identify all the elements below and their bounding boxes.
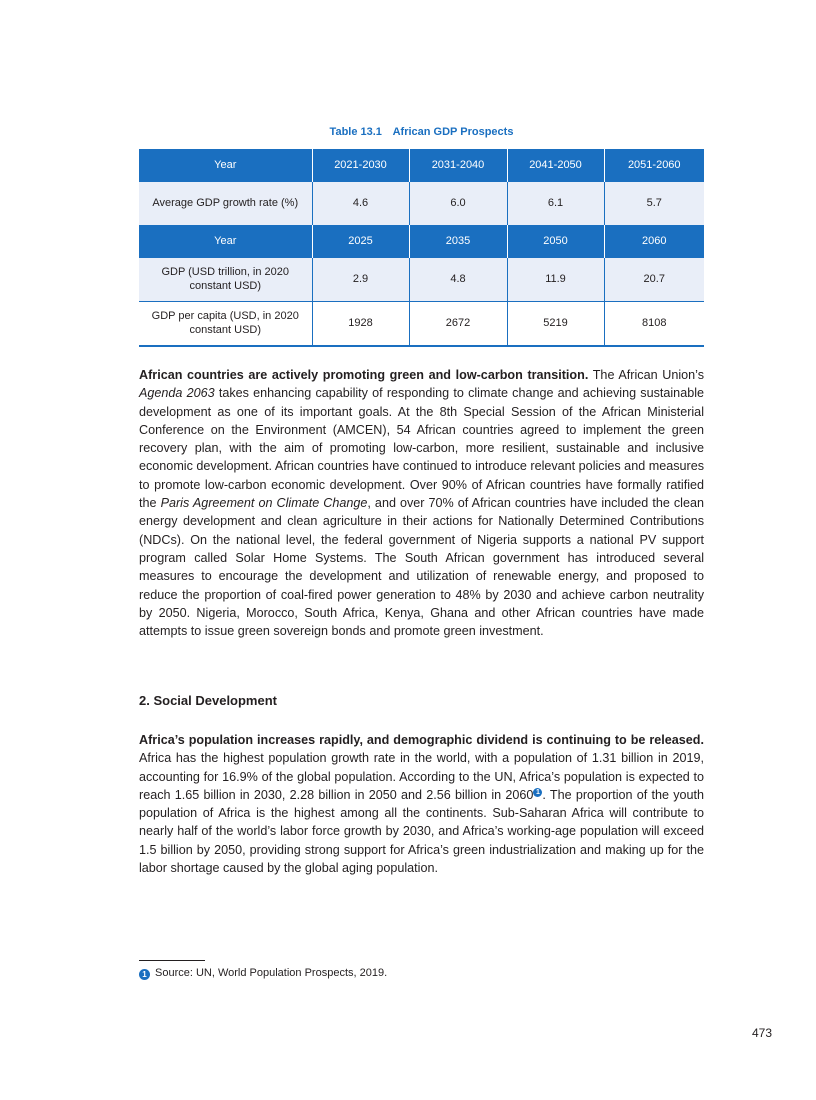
table-row <box>139 302 704 347</box>
row-label: GDP (USD trillion, in 2020 constant USD) <box>139 258 312 302</box>
table-cell: 4.8 <box>409 258 507 302</box>
paragraph-lead: Africa’s population increases rapidly, and demographic dividend is continuing to be released. <box>139 733 704 747</box>
table-header-cell: 2031-2040 <box>409 149 507 182</box>
table-header-cell: 2060 <box>604 225 704 258</box>
agenda-2063-title: Agenda 2063 <box>139 386 215 401</box>
section-heading: 2. Social Development <box>139 693 277 708</box>
row-label: GDP per capita (USD, in 2020 constant USD) <box>139 302 312 347</box>
table-cell: 2.9 <box>312 258 409 302</box>
table-cell: 5219 <box>507 302 604 347</box>
table-header-cell: Year <box>139 149 312 182</box>
table-cell: 6.1 <box>507 182 604 225</box>
paragraph-text: , and over 70% of African countries have included the clean energy development and clean agriculture in their actions for Nationally Determined Contributions (NDCs). On the national level, the federal government of Nigeria supports a national PV support program called Solar Home Systems. The South African government has introduced several measures to encourage the development and utilization of renewable energy, and proposed to reduce the proportion of coal-fired power generation to 48% by 2030 and achieve carbon neutrality by 2050. Nigeria, Morocco, South Africa, Kenya, Ghana and other African countries have made attempts to issue green sovereign bonds and promote green investment. <box>139 496 704 639</box>
footnote-marker: 1 <box>139 969 150 980</box>
table-header-cell: 2025 <box>312 225 409 258</box>
table-header-cell: 2021-2030 <box>312 149 409 182</box>
footnote-text: Source: UN, World Population Prospects, 2019. <box>155 967 388 979</box>
table-row <box>139 258 704 302</box>
table-header-row <box>139 225 704 258</box>
table-cell: 8108 <box>604 302 704 347</box>
table-row <box>139 182 704 225</box>
table-header-cell: 2041-2050 <box>507 149 604 182</box>
page-number: 473 <box>751 1026 772 1040</box>
table-header-row <box>139 149 704 182</box>
table-header-cell: 2035 <box>409 225 507 258</box>
paragraph-text: . The proportion of the youth population of Africa is the highest among all the continents. Sub-Saharan Africa will contribute to nearly half of the world’s labor force growth by 2030, and Africa’s working-age population will exceed 1.5 billion by 2050, providing strong support for Africa’s green industrialization and making up for the labor shortage caused by the global aging population. <box>139 787 704 876</box>
footnote-divider <box>139 960 205 961</box>
table-cell: 11.9 <box>507 258 604 302</box>
table-title: African GDP Prospects <box>392 126 514 138</box>
table-cell: 5.7 <box>604 182 704 225</box>
paragraph-population <box>139 731 704 877</box>
paragraph-green-transition <box>139 366 704 640</box>
footnote <box>139 967 387 980</box>
table-caption <box>139 126 704 138</box>
table-cell: 6.0 <box>409 182 507 225</box>
table-cell: 20.7 <box>604 258 704 302</box>
table-cell: 2672 <box>409 302 507 347</box>
table-number: Table 13.1 <box>329 126 382 138</box>
table-cell: 1928 <box>312 302 409 347</box>
table-header-cell: Year <box>139 225 312 258</box>
table-cell: 4.6 <box>312 182 409 225</box>
paris-agreement-title: Paris Agreement on Climate Change <box>160 496 368 511</box>
paragraph-text: Africa has the highest population growth rate in the world, with a population of 1.31 billion in 2019, accounting for 16.9% of the global population. According to the UN, Africa’s population is expected to reach 1.65 billion in 2030, 2.28 billion in 2050 and 2.56 billion in 2060 <box>139 751 704 802</box>
row-label: Average GDP growth rate (%) <box>139 182 312 225</box>
paragraph-text: The African Union’s <box>588 368 705 382</box>
table-header-cell: 2051-2060 <box>604 149 704 182</box>
gdp-prospects-table <box>139 149 704 347</box>
table-header-cell: 2050 <box>507 225 604 258</box>
footnote-reference[interactable]: 1 <box>533 788 542 797</box>
paragraph-text: takes enhancing capability of responding to climate change and achieving sustainable development as one of its important goals. At the 8th Special Session of the African Ministerial Conference on the Environment (AMCEN), 54 African countries agreed to implement the green recovery plan, with the aim of promoting low-carbon, more resilient, sustainable and inclusive economic development. African countries have continued to introduce relevant policies and measures to promote low-carbon economic development. Over 90% of African countries have formally ratified the <box>139 386 704 511</box>
paragraph-lead: African countries are actively promoting green and low-carbon transition. <box>139 368 589 382</box>
